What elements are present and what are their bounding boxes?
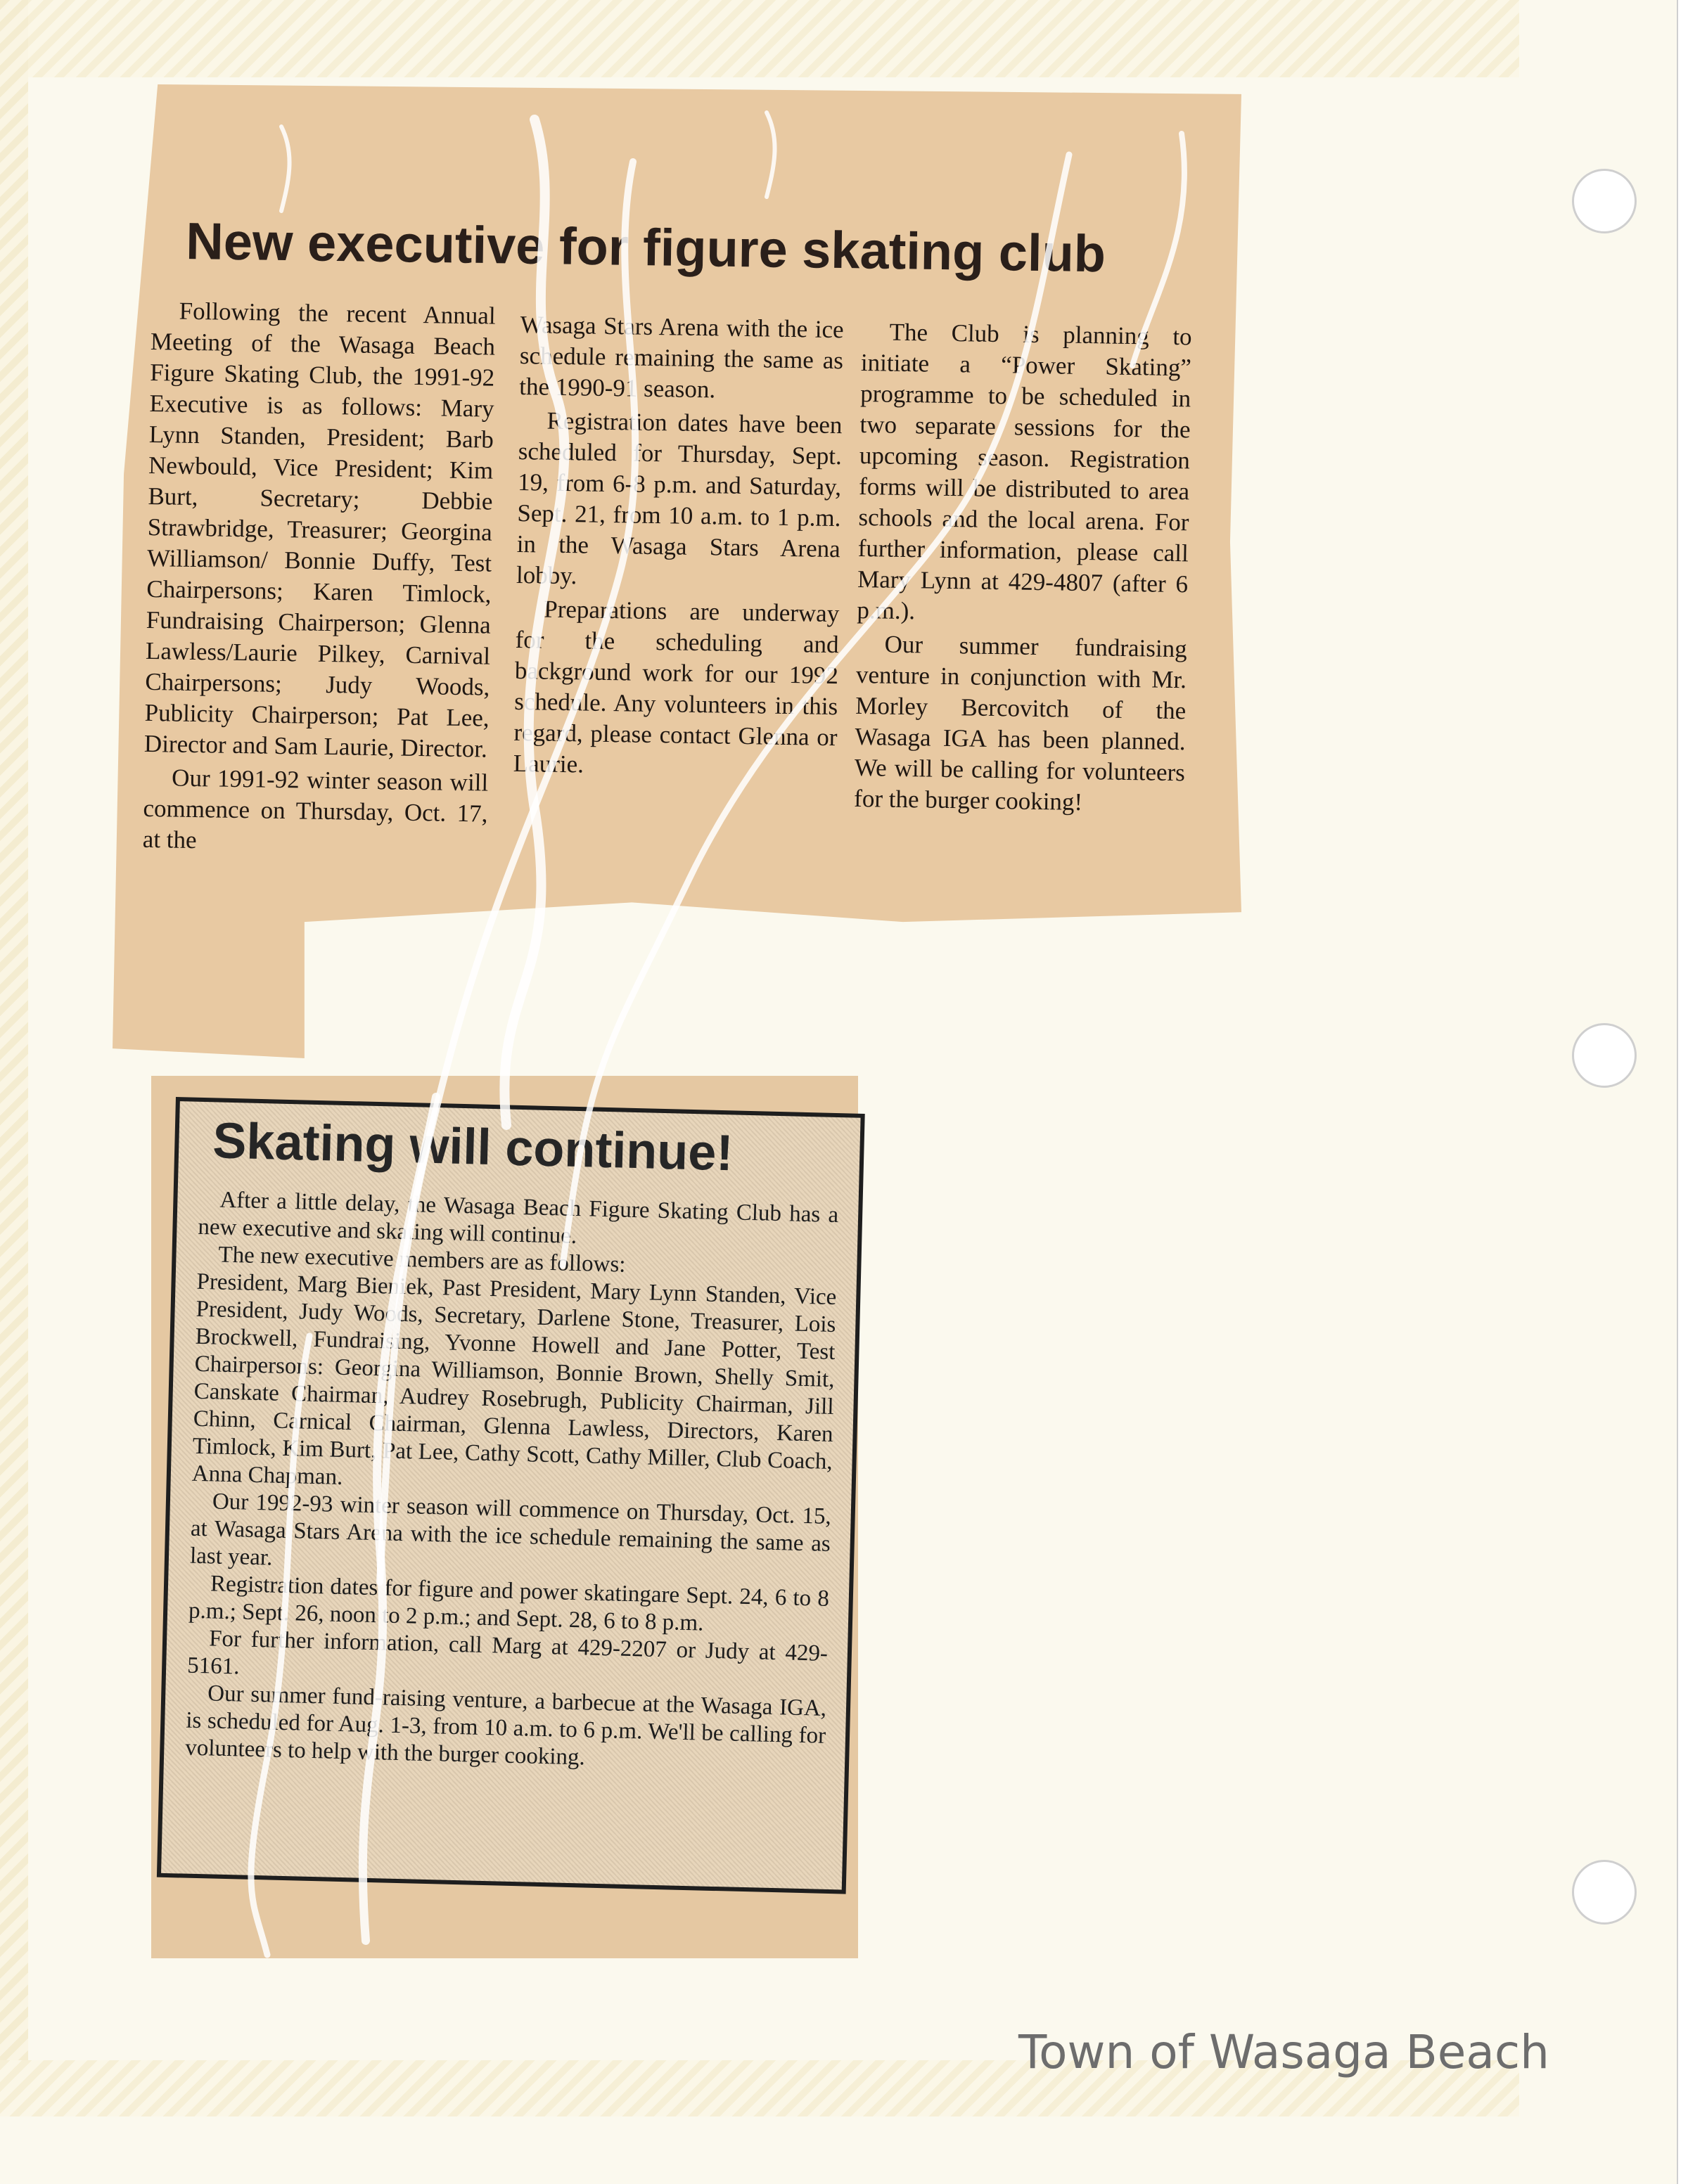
punch-hole-icon — [1572, 169, 1637, 233]
article-1-paragraph: Following the recent Annual Meeting of the Wasaga Beach Figure Skating Club, the 1991-92 Executive is as follows: Mary Lynn Standen, President; Barb Newbould, Vice President; Kim Burt, Secretary; Debbie Strawbridge, Treasurer; Georgina Williamson/ Bonnie Duffy, Test Chairpersons; Karen Timlock, Fundraising Chairperson; Glenna Lawless/Laurie Pilkey, Carnival Chairpersons; Judy Woods, Publicity Chairperson; Pat Lee, Director and Sam Laurie, Director. — [143, 297, 496, 763]
article-1-paragraph: The Club is planning to initiate a “Power Skating” programme to be scheduled in two separate sessions for the upcoming season. Registration forms will be distributed to area schools and the local arena. For further information, please call Mary Lynn at 429-4807 (after 6 p.m.). — [857, 318, 1192, 625]
article-2-paragraph: Our 1992-93 winter season will commence on Thursday, Oct. 15, at Wasaga Stars Arena with the ice schedule remaining the same as last year. — [189, 1489, 832, 1571]
article-1-column-3 — [854, 316, 1192, 822]
article-2-paragraph: The new executive members are as follows: — [218, 1242, 626, 1278]
article-2-body — [185, 1186, 839, 1778]
punch-hole-icon — [1572, 1860, 1637, 1925]
article-2-paragraph: President, Marg Bieniek, Past President, Mary Lynn Standen, Vice President, Judy Woods, Secretary, Darlene Stone, Treasurer, Lois Brockwell, Fundraising, Yvonne Howell and Jane Potter, Test Chairpersons: Georgina Williamson, Bonnie Brown, Shelly Smit, Canskate Chairman, Audrey Rosebrugh, Publicity Chairman, Jill Chinn, Carnical Chairman, Glenna Lawless, Directors, Karen Timlock, Kim Burt, Pat Lee, Cathy Scott, Cathy Miller, Club Coach, Anna Chapman. — [191, 1268, 837, 1490]
article-2-headline: Skating will continue! — [212, 1112, 734, 1182]
article-1-paragraph: Our 1991-92 winter season will commence on Thursday, Oct. 17, at the — [142, 764, 489, 854]
article-2-paragraph: Our summer fund-raising venture, a barbecue at the Wasaga IGA, is scheduled for Aug. 1-3, from 10 a.m. to 6 p.m. We'll be calling for volunteers to help with the burger cooking. — [184, 1681, 827, 1771]
article-2-paragraph: Registration dates for figure and power skatingare Sept. 24, 6 to 8 p.m.; Sept. 26, noon to 2 p.m.; and Sept. 28, 6 to 8 p.m. — [188, 1571, 830, 1636]
article-1-paragraph: Our summer fundraising venture in conjunction with Mr. Morley Bercovitch of the Wasaga IGA has been planned. We will be calling for volunteers for the burger cooking! — [853, 630, 1187, 816]
article-2-paragraph: After a little delay, the Wasaga Beach Figure Skating Club has a new executive and skating will continue. — [198, 1187, 839, 1249]
article-1-headline: New executive for figure skating club — [185, 211, 1106, 283]
watermark-text: Town of Wasaga Beach — [1018, 2025, 1549, 2079]
article-2-box — [157, 1097, 865, 1894]
article-2-paragraph: For further information, call Marg at 429-2207 or Judy at 429-5161. — [186, 1626, 829, 1680]
article-1-column-1 — [142, 295, 496, 863]
binder-edge — [1677, 0, 1688, 2184]
punch-hole-icon — [1572, 1023, 1637, 1088]
article-1-paragraph: Wasaga Stars Arena with the ice schedule remaining the same as the 1990-91 season. — [518, 310, 844, 404]
scanner-edge-left — [0, 0, 28, 2116]
scanner-edge-top — [0, 0, 1519, 77]
article-1-column-2 — [513, 309, 843, 787]
article-1-paragraph: Registration dates have been scheduled for Thursday, Sept. 19, from 6-8 p.m. and Saturday, Sept. 21, from 10 a.m. to 1 p.m. in the Wasaga Stars Arena lobby. — [516, 406, 843, 590]
article-1-paragraph: Preparations are underway for the scheduling and background work for our 1992 schedule. Any volunteers in this regard, please contact Glenna or Laurie. — [513, 595, 840, 778]
